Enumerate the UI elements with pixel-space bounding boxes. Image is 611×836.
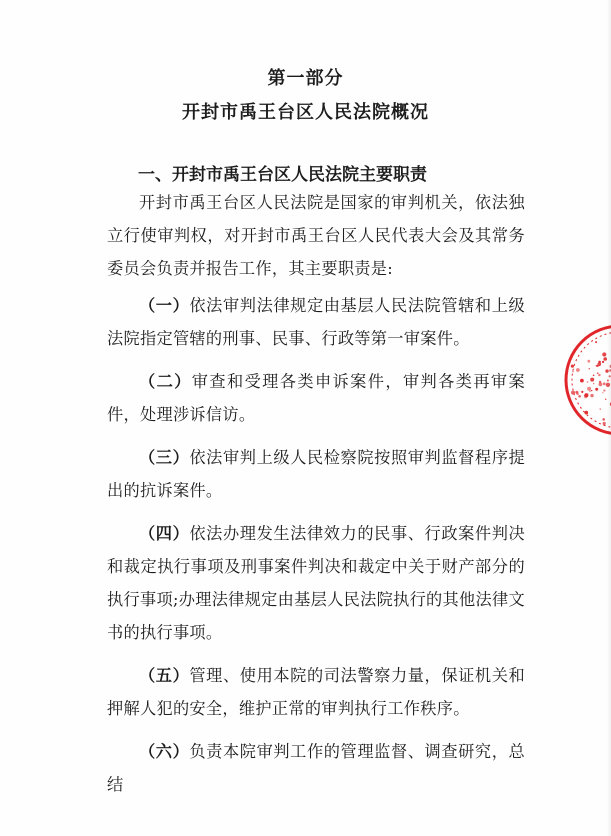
seal-speck [581,391,583,393]
seal-speck [598,361,601,364]
seal-speck [584,395,588,399]
duty-item-number: （五） [139,666,190,685]
duty-item-text: 管理、使用本院的司法警察力量，保证机关和押解人犯的安全，维护正常的审判执行工作秩序。 [107,666,525,718]
duty-item-1 [107,289,525,355]
intro-paragraph: 开封市禹王台区人民法院是国家的审判机关，依法独立行使审判权，对开封市禹王台区人民代表大会及其常务委员会负责并报告工作，其主要职责是: [107,193,525,278]
duty-item-text: 依法办理发生法律效力的民事、行政案件判决和裁定执行事项及刑事案件判决和裁定中关于财产部分的执行事项;办理法律规定由基层人民法院执行的其他法律文书的执行事项。 [107,524,525,642]
seal-speck [576,368,580,372]
seal-speck [600,408,601,409]
seal-speck [602,392,603,393]
duty-item-6 [107,735,525,801]
seal-ring [566,326,611,434]
duty-item-text: 负责本院审判工作的管理监督、调查研究，总结 [107,742,525,794]
seal-speck [595,341,597,343]
duty-item-number: （一） [139,296,190,315]
seal-texture [571,341,611,429]
seal-speck [589,391,590,392]
seal-speck [571,365,574,368]
seal-speck [585,411,589,415]
seal-graphic [560,320,611,440]
seal-speck [578,395,581,398]
official-seal-fragment [560,320,611,440]
seal-speck [572,371,573,372]
seal-speck [602,352,606,356]
duty-item-5 [107,659,525,725]
seal-speck [593,375,595,377]
document-title: 开封市禹王台区人民法院概况 [182,102,429,123]
seal-speck [580,379,584,383]
seal-speck [596,365,597,366]
page-edge-shadow [607,0,611,836]
seal-speck [603,382,606,385]
seal-speck [589,368,591,370]
seal-speck [576,393,579,396]
duty-item-number: （四） [139,524,190,543]
seal-speck [587,360,590,363]
seal-speck [595,388,598,391]
duty-item-3 [107,441,525,507]
duty-item-text: 依法审判上级人民检察院按照审判监督程序提出的抗诉案件。 [107,448,525,500]
seal-speck [602,418,605,421]
seal-speck [593,383,594,384]
duty-item-number: （三） [139,448,190,467]
seal-speck [598,374,600,376]
duty-item-number: （六） [139,742,190,761]
duty-item-4 [107,517,525,649]
duty-item-number: （二） [139,372,192,391]
seal-speck [602,361,604,363]
seal-speck [603,389,605,391]
seal-speck [591,390,592,391]
seal-speck [603,422,606,425]
part-title: 第一部分 [267,68,344,89]
seal-speck [590,394,593,397]
duty-item-text: 审查和受理各类申诉案件，审判各类再审案件，处理涉诉信访。 [107,372,525,424]
duty-item-text: 依法审判法律规定由基层人民法院管辖和上级法院指定管辖的刑事、民事、行政等第一审案件。 [107,296,525,348]
document-body [107,186,525,811]
seal-speck [599,383,603,387]
duty-item-2 [107,365,525,431]
section-heading: 一、开封市禹王台区人民法院主要职责 [138,165,427,185]
seal-speck [587,381,589,383]
seal-speck [587,387,591,391]
seal-speck [590,378,594,382]
seal-speck [600,363,601,364]
seal-speck [571,391,575,395]
seal-speck [597,372,599,374]
